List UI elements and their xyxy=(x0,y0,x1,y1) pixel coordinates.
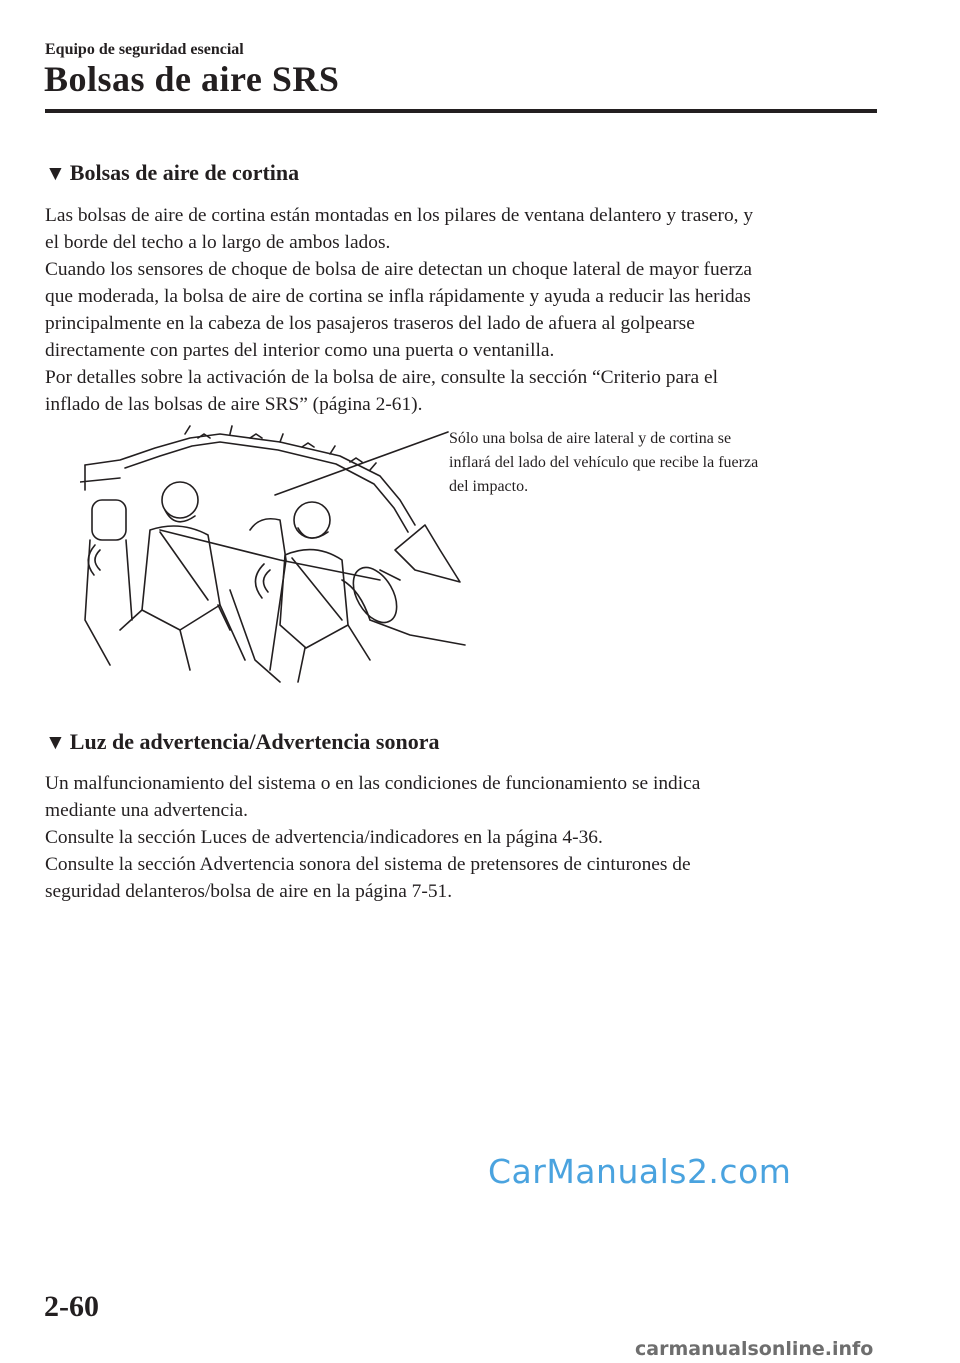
text-line: mediante una advertencia. xyxy=(45,800,248,821)
triangle-down-icon: ▼ xyxy=(45,730,66,754)
page-title: Bolsas de aire SRS xyxy=(44,59,340,99)
curtain-airbag-illustration xyxy=(80,420,470,690)
section-heading-curtain xyxy=(45,160,299,186)
text-line: Consulte la sección Luces de advertencia/indicadores en la página 4-36. xyxy=(45,827,603,848)
triangle-down-icon: ▼ xyxy=(45,161,66,185)
callout-line: del impacto. xyxy=(449,478,529,495)
text-line: Por detalles sobre la activación de la bolsa de aire, consulte la sección “Criterio para el xyxy=(45,367,719,388)
text-line: Un malfuncionamiento del sistema o en las condiciones de funcionamiento se indica xyxy=(45,773,701,794)
figure-callout xyxy=(449,427,869,499)
watermark: CarManuals2.com xyxy=(488,1152,792,1191)
callout-line: Sólo una bolsa de aire lateral y de cortina se xyxy=(449,430,732,447)
callout-line: inflará del lado del vehículo que recibe la fuerza xyxy=(449,454,759,471)
body-text-warning xyxy=(45,770,885,905)
text-line: Consulte la sección Advertencia sonora del sistema de pretensores de cinturones de xyxy=(45,854,691,875)
section-label: Equipo de seguridad esencial xyxy=(45,41,244,58)
title-rule xyxy=(45,109,877,113)
body-text-curtain xyxy=(45,202,885,418)
text-line: Las bolsas de aire de cortina están montadas en los pilares de ventana delantero y trasero, y xyxy=(45,205,754,226)
text-line: inflado de las bolsas de aire SRS” (página 2-61). xyxy=(45,394,423,415)
text-line: que moderada, la bolsa de aire de cortina se infla rápidamente y ayuda a reducir las heridas xyxy=(45,286,751,307)
text-line: directamente con partes del interior como una puerta o ventanilla. xyxy=(45,340,555,361)
heading-text: Luz de advertencia/Advertencia sonora xyxy=(69,729,440,754)
text-line: principalmente en la cabeza de los pasajeros traseros del lado de afuera al golpearse xyxy=(45,313,695,334)
text-line: Cuando los sensores de choque de bolsa de aire detectan un choque lateral de mayor fuerza xyxy=(45,259,752,280)
site-mark: carmanualsonline.info xyxy=(635,1338,874,1360)
section-heading-warning xyxy=(45,729,439,755)
heading-text: Bolsas de aire de cortina xyxy=(69,160,300,185)
page-number: 2-60 xyxy=(44,1290,99,1323)
text-line: seguridad delanteros/bolsa de aire en la página 7-51. xyxy=(45,881,453,902)
text-line: el borde del techo a lo largo de ambos lados. xyxy=(45,232,391,253)
